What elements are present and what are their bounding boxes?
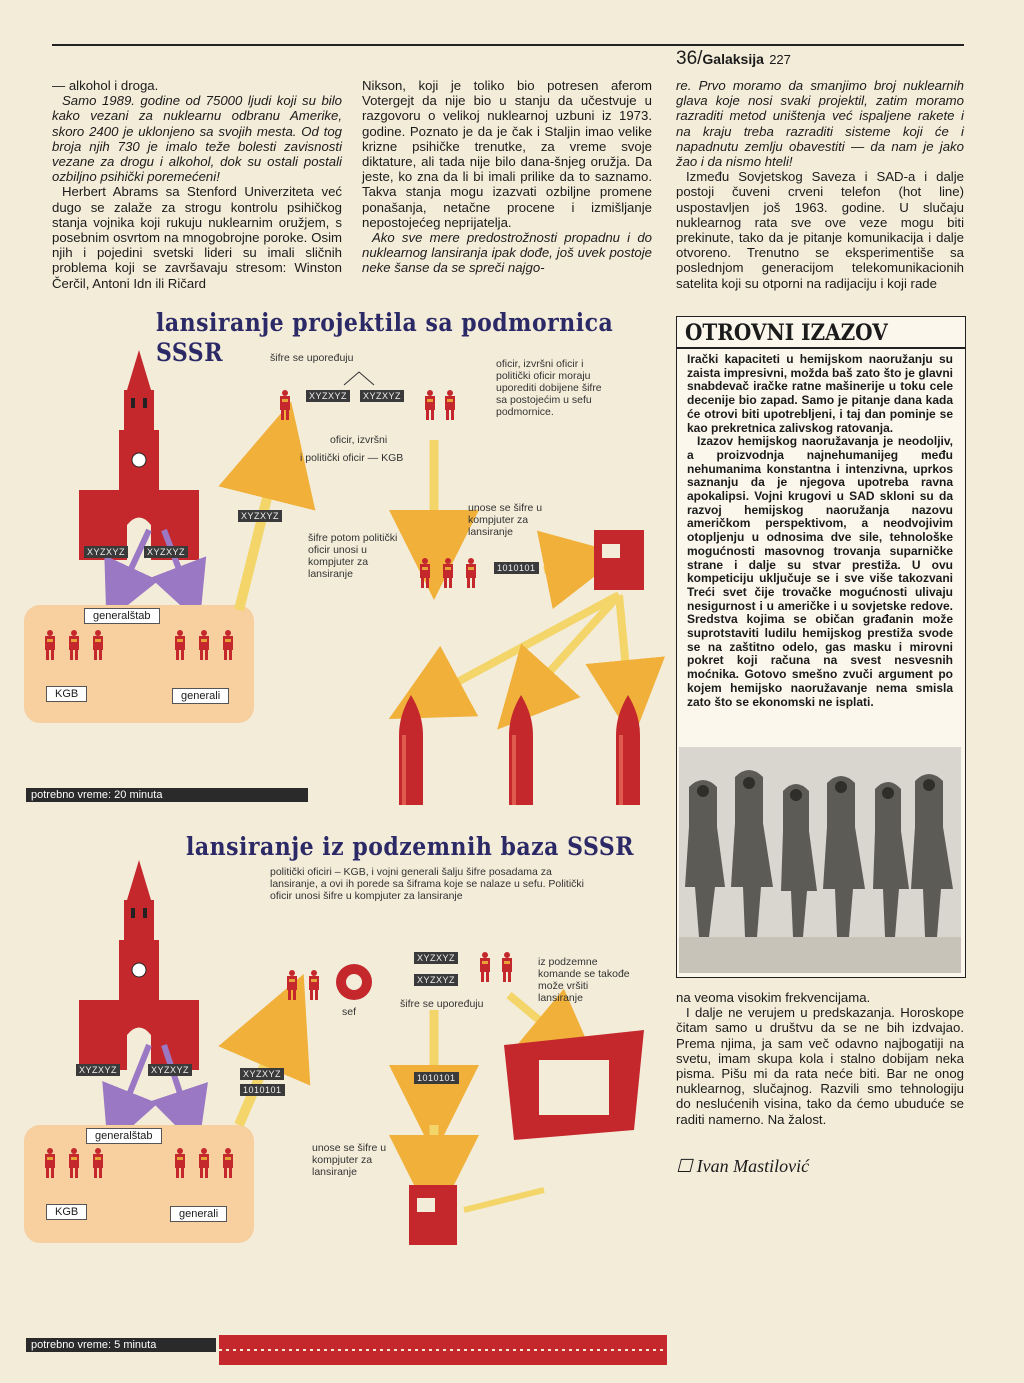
sidebar-box [676,316,966,978]
launch-computer-icon-1 [594,530,644,590]
sidebar-text [687,353,953,709]
diagram1-code-c: XYZXYZ [238,510,282,522]
article-column-2 [362,78,652,276]
missile-icon-3 [616,695,640,805]
paragraph: — alkohol i droga. [52,78,159,93]
article-column-3 [676,78,964,291]
sidebar-title: OTROVNI IZAZOV [685,319,888,346]
paragraph: Herbert Abrams sa Stenford Univerziteta već dugo se zalaže za strogu kontrolu psihičkog stanja vojnika koji rukuju nuklearnim oružjem, s posebnim osvrtom na mnogobrojne poroke. Osim njih i pojedini svetski lideri su imali sličnih problema koji se završavaju stresom: Winston Čerčil, Antoni Idn ili Ričard [52,184,342,291]
checkbox-glyph: ☐ [676,1156,693,1176]
article-column-3-bottom [676,990,964,1127]
kremlin-icon-2 [79,860,199,1070]
missile-silo-row [219,1335,667,1365]
arrow-yellow-up-1 [239,450,279,610]
diagram1-code-d: XYZXYZ [84,546,128,558]
paragraph: Nikson, koji je toliko bio potresen aferom Votergejt da nije bio u stanju da učestvuje u razgovoru o velikoj nuklearnoj uzbuni iz 1973. godine. Poznato je da je čak i Staljin imao velike krizne psihičke trenutke, za vreme svoje diktature, ali tada nije bilo dana-šnjeg oružja. Da jeste, ko zna da li bi imali prilike da to saznamo. Takva stanja mogu izazvati ozbiljne promene ponašanja, netačne procene i izmišljanje nepostojećeg neprijatelja. [362,78,652,230]
diagram2-code-d: XYZXYZ [148,1064,192,1076]
sidebar-paragraph: Irački kapaciteti u hemijskom naoružanju su zaista impresivni, možda baš zato što je glavni snabdevač iračke ratne mašinerije u toku cele decenije bio zapad. Samo je pitanje dana kada će otrovi biti upotrebljeni, i taj dan pominje se kao prekretnica zalivskog ratovanja. [687,352,953,435]
diagram1-code-e: XYZXYZ [144,546,188,558]
paragraph: Između Sovjetskog Saveza i SAD-a i dalje postoji čuveni crveni telefon (hot line) uspostavljen još 1963. godine. U slučaju nuklearnog rata sve ove veze mogu biti prekinute, tako da je pitanje komunikacija i dalje otvoreno. Trenutno se eksperimentiše sa poslednjom generacijom telekomunikacionih satelita koji su otporni na radijaciju i koji rade [676,169,964,291]
diagram2-code-a: XYZXYZ [414,952,458,964]
page-header: 36/Galaksija 227 [676,48,791,69]
diagram2-kgb: KGB [46,1204,87,1220]
diagram1-codes-computer: unose se šifre u kompjuter za lansiranje [468,502,543,538]
diagram2-title: lansiranje iz podzemnih baza SSSR [186,832,635,862]
diagram1-generals: generali [172,688,229,704]
diagram1-code-a: XYZXYZ [306,390,350,402]
diagram1-officer-kgb: i politički oficir — KGB [300,452,404,464]
launch-computer-icon-2 [409,1185,457,1245]
diagram2-codes-entered: unose se šifre u kompjuter za lansiranje [312,1142,387,1178]
launch-diagrams [24,308,669,1370]
paragraph: Ako sve mere predostrožnosti propadnu i do nuklearnog lansiranja ipak dođe, još uvek postoje neke šanse da se spreči najgo- [362,230,652,276]
paragraph: I dalje ne verujem u predskazanja. Horoskope čitam samo u društvu da se ne bih izdvajao. Prema njima, ja sam več odavno najbogatiji na svetu, imam skupa kola i stalno dobijam neka pisma. Pišu mi da rata neće biti. Bar ne onog nuklearnog, slučajnog. Razvili smo tehnologiju do neslućenih visina, tako da ćemo ubuduće se raditi namerno. Na žalost. [676,1005,964,1127]
diagram1-general-staff: generalštab [84,608,160,624]
diagram2-underground: iz podzemne komande se takođe može vršiti lansiranje [538,956,630,1004]
gas-mask-soldiers-photo [679,747,961,973]
diagram1-then-note: šifre potom politički oficir unosi u kompjuter za lansiranje [308,532,398,580]
missile-icon-1 [399,695,423,805]
diagram2-general-staff: generalštab [86,1128,162,1144]
top-rule [52,44,964,46]
sidebar-paragraph: Izazov hemijskog naoružavanja je neodoljiv, a proizvodnja najnehumanijeg među nehumanima konstantna i intenzivna, uprkos saznanju da je njegova upotreba ravna apokalipsi. Vojni krugovi u SAD skloni su da razvoj hemijskog naoružanja nazovu američkom perspektivom, a neodvojivim otopljenju u odnosima dve sile, tehnološke mogućnosti masovnog trovanja suparničke strane i dalje su stvar prestiža. U ovu kompeticiju uključuje se i sve više takozvani Treći svet čije trovačke mogućnosti ulivaju nesigurnost i u američke i u sovjetske redove. Sredstva kojima se običan građanin može suprotstaviti ludilu hemijskog prestiža svode se na zaštitno odelo, gas masku i mirovni pokret koji računa na svest nesvesnih moćnika. Gotovo smešno zvuči argument po kojem hemijsko naoružavanje nema smisla zato što se ekonomski ne isplati. [687,434,953,709]
diagram1-code-b: XYZXYZ [360,390,404,402]
issue-number: 227 [769,52,791,67]
diagram2-generals: generali [170,1206,227,1222]
diagram1-binary: 1010101 [494,562,539,574]
article-column-1 [52,78,342,291]
missile-icon-2 [509,695,533,805]
author-name: Ivan Mastilović [696,1156,810,1176]
diagram2-time: potrebno vreme: 5 minuta [26,1338,216,1352]
diagram2-binary-b: 1010101 [414,1072,459,1084]
diagram1-time: potrebno vreme: 20 minuta [26,788,308,802]
paragraph: Samo 1989. godine od 75000 ljudi koji su bilo kako vezani za nuklearnu odbranu Amerike, skoro 2400 je uklonjeno sa svojih mesta. Od tog broja njih 730 je imalo teže bolesti zavisnosti vezane za drogu i alkohol, dok su ostali postali ozbiljno psihički poremećeni! [52,93,342,185]
author-signature [676,1156,809,1177]
diagram1-officers-note: oficir, izvršni oficir i politički oficir moraju uporediti dobijene šifre sa postojećim u sefu podmornice. [496,358,602,418]
diagram2-code-e: XYZXYZ [240,1068,284,1080]
kremlin-icon-1 [79,350,199,560]
diagram2-code-c: XYZXYZ [76,1064,120,1076]
magazine-name: Galaksija [702,51,764,67]
diagram1-title: lansiranje projektila sa podmornica SSSR [156,308,614,368]
paragraph: na veoma visokim frekvencijama. [676,990,871,1005]
diagram2-code-b: XYZXYZ [414,974,458,986]
diagram1-codes-compared: šifre se upoređuju [270,352,354,364]
page-number: 36 [676,48,698,69]
diagram2-codes-compare: šifre se upoređuju [400,998,484,1010]
diagram2-binary-a: 1010101 [240,1084,285,1096]
diagram2-intro: politički oficiri – KGB, i vojni generali šalju šifre posadama za lansiranje, a ovi ih porede sa šiframa koje se nalaze u sefu. Politički oficir unosi šifre u kompjuter za lansiranje [270,866,584,902]
diagram1-officer: oficir, izvršni [330,434,388,446]
diagram2-safe: sef [342,1006,357,1018]
diagram1-kgb: KGB [46,686,87,702]
paragraph: re. Prvo moramo da smanjimo broj nuklearnih glava koje nosi svaki projektil, zatim moramo razraditi metod uništenja već ispaljene rakete i na kraju treba razraditi sisteme koji će i napadnutu zemlju obavestiti — da nam je jako žao i da nismo hteli! [676,78,964,170]
